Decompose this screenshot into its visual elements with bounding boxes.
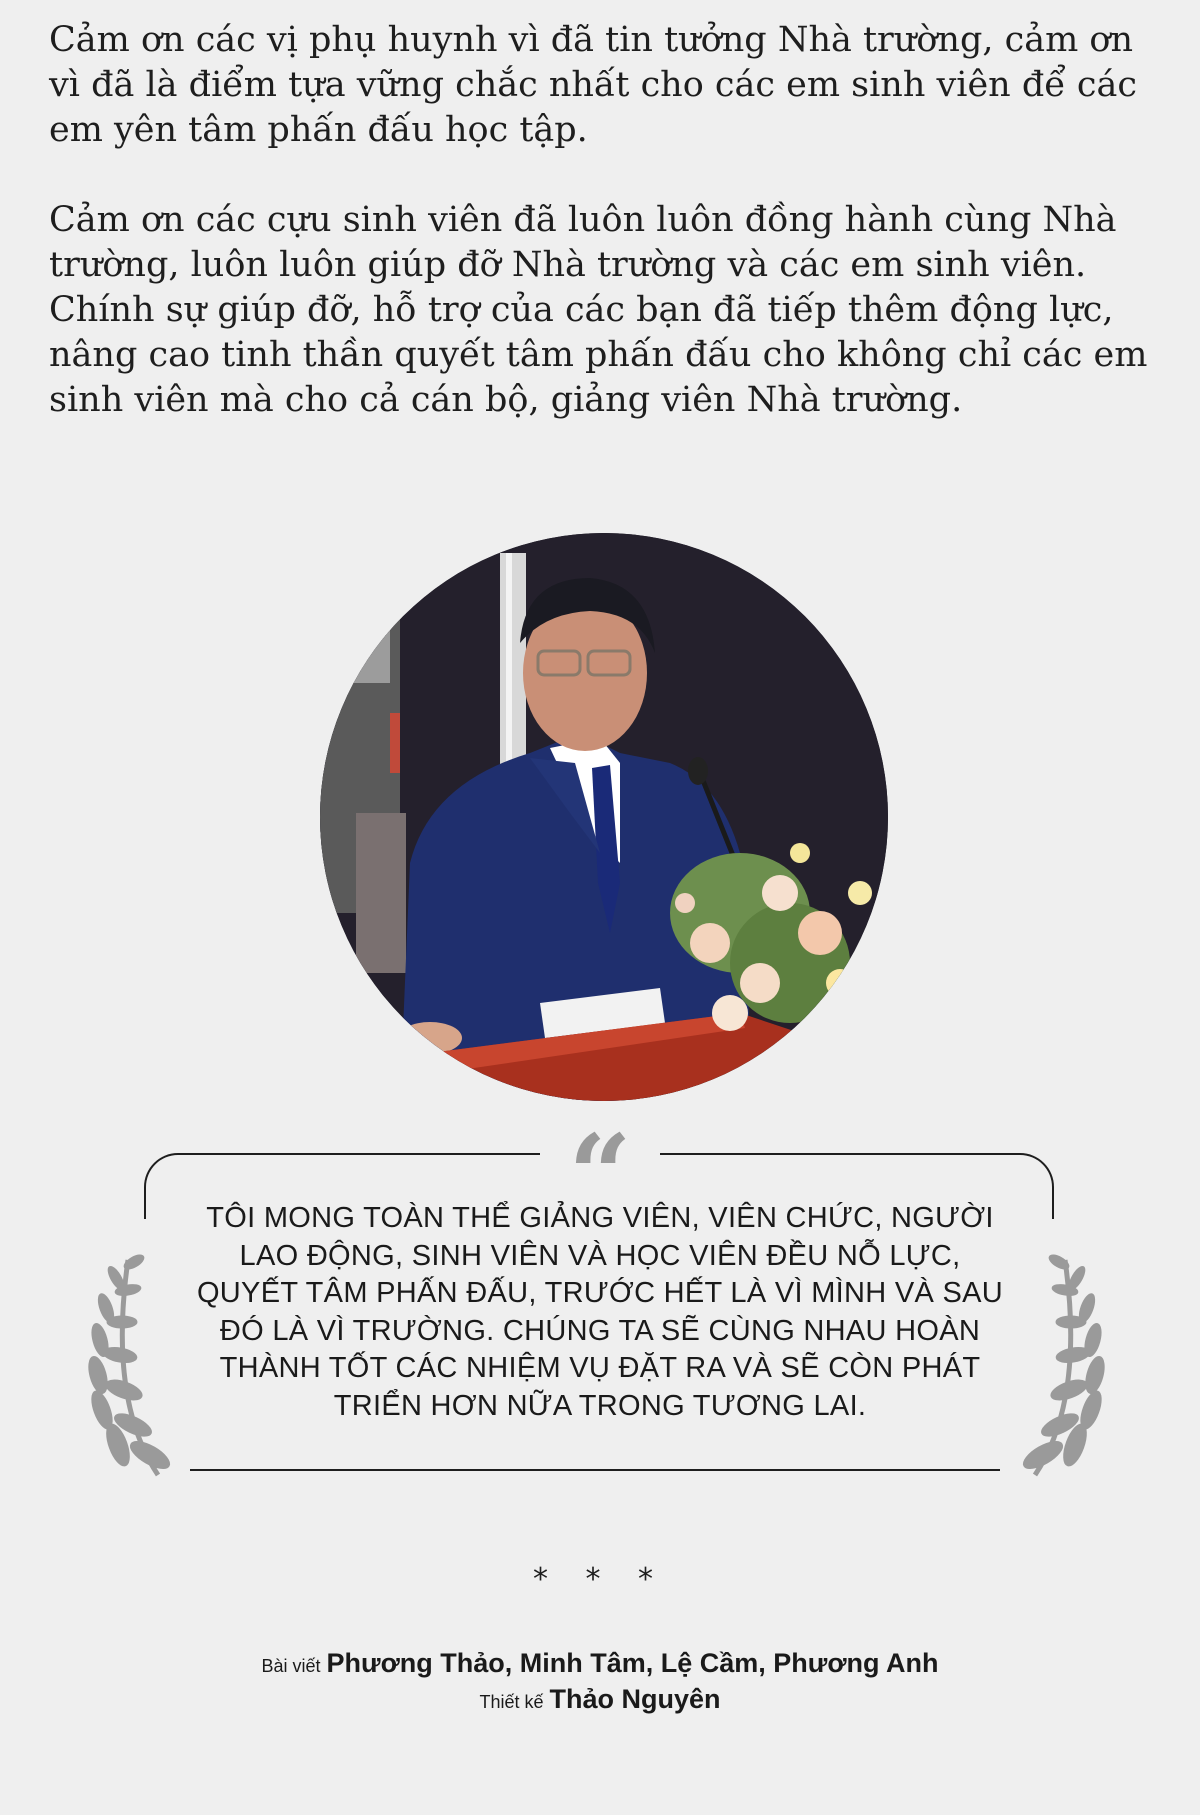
speaker-portrait xyxy=(320,533,888,1101)
article-paragraph-1: Cảm ơn các vị phụ huynh vì đã tin tưởng Nhà trường, cảm ơn vì đã là điểm tựa vững chắc nhất cho các em sinh viên để các em yên tâm phấn đấu học tập. xyxy=(49,20,1137,150)
laurel-left-icon xyxy=(88,1250,188,1480)
quote-mark-icon: “ xyxy=(568,1110,632,1239)
laurel-right-icon xyxy=(1005,1250,1105,1480)
credit-design xyxy=(0,1684,1200,1715)
credit-writers-label: Bài viết xyxy=(261,1656,321,1676)
credit-writers xyxy=(0,1648,1200,1679)
credit-writers-names: Phương Thảo, Minh Tâm, Lệ Cầm, Phương Anh xyxy=(326,1648,939,1678)
credit-design-label: Thiết kế xyxy=(479,1692,544,1712)
article-paragraph-2: Cảm ơn các cựu sinh viên đã luôn luôn đồng hành cùng Nhà trường, luôn luôn giúp đỡ Nhà trường và các em sinh viên. Chính sự giúp đỡ, hỗ trợ của các bạn đã tiếp thêm động lực, nâng cao tinh thần quyết tâm phấn đấu cho không chỉ các em sinh viên mà cho cả cán bộ, giảng viên Nhà trường. xyxy=(49,200,1148,420)
pull-quote-text: TÔI MONG TOÀN THỂ GIẢNG VIÊN, VIÊN CHỨC, NGƯỜI LAO ĐỘNG, SINH VIÊN VÀ HỌC VIÊN ĐỀU NỖ LỰC, QUYẾT TÂM PHẤN ĐẤU, TRƯỚC HẾT LÀ VÌ MÌNH VÀ SAU ĐÓ LÀ VÌ TRƯỜNG. CHÚNG TA SẼ CÙNG NHAU HOÀN THÀNH TỐT CÁC NHIỆM VỤ ĐẶT RA VÀ SẼ CÒN PHÁT TRIỂN HƠN NỮA TRONG TƯƠNG LAI. xyxy=(196,1202,1004,1422)
quote-frame-bottom xyxy=(190,1469,1000,1471)
credit-designer-name: Thảo Nguyên xyxy=(549,1684,721,1714)
section-separator: * * * xyxy=(532,1562,668,1597)
